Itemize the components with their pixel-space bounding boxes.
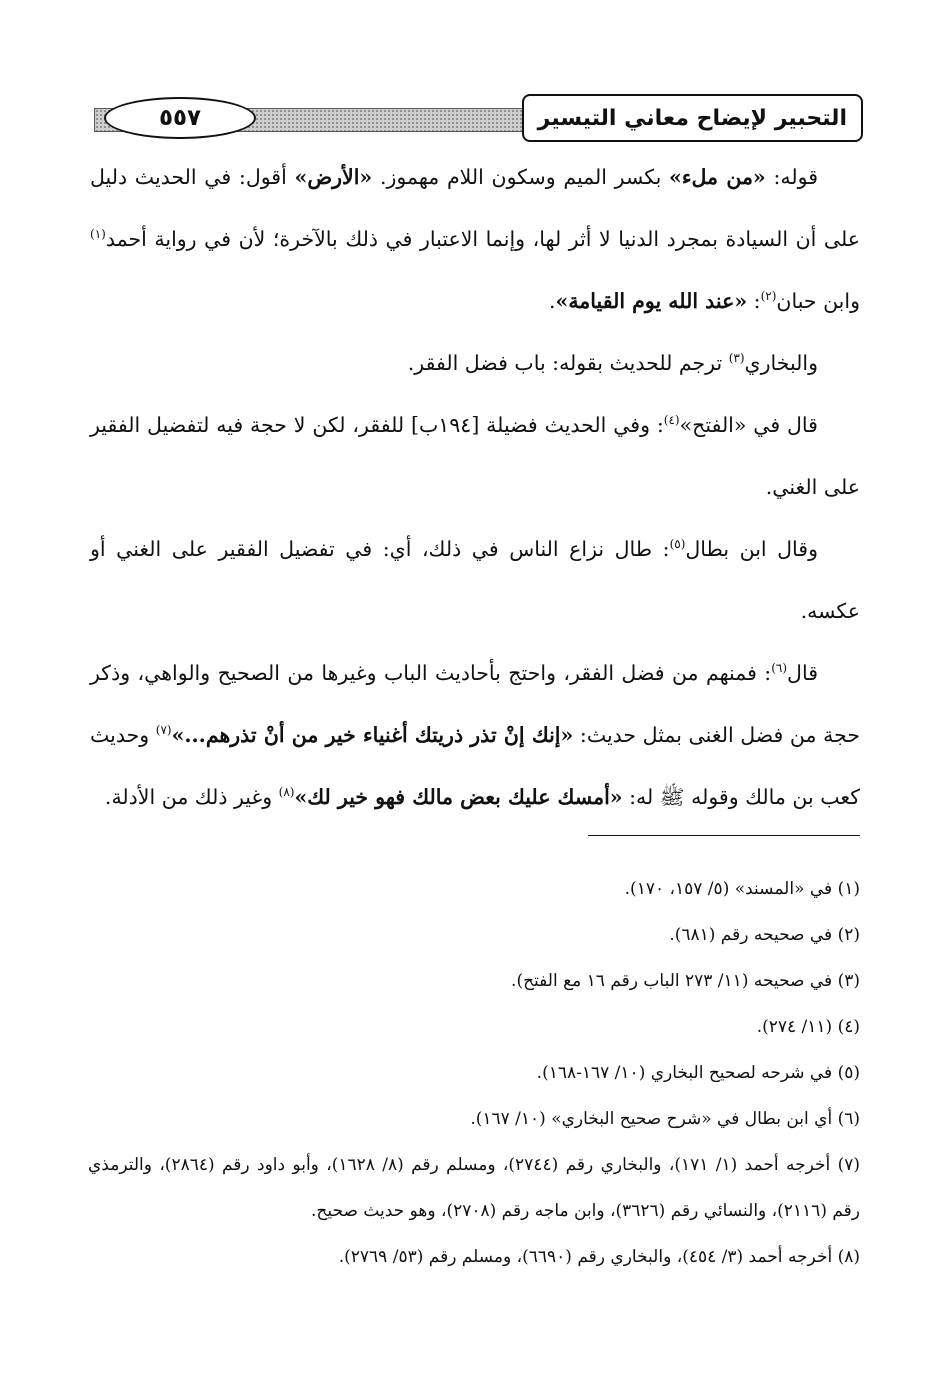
text: قال في «الفتح» <box>679 413 818 437</box>
paragraph-1 <box>90 146 860 332</box>
footnotes <box>88 866 860 1280</box>
footnote-1: (١) في «المسند» (٥/ ١٥٧، ١٧٠). <box>624 879 860 899</box>
text: : طال نزاع الناس في ذلك، أي: في تفضيل الفقير على الغني أو عكسه. <box>90 537 860 623</box>
text: بكسر الميم وسكون اللام مهموز. <box>372 165 670 189</box>
book-title: التحبير لإيضاح معاني التيسير <box>522 94 863 142</box>
footnote-3: (٣) في صحيحه (١١/ ٢٧٣ الباب رقم ١٦ مع الفتح). <box>511 971 860 991</box>
footnote-separator <box>588 835 860 836</box>
footnote-ref-3[interactable]: (٣) <box>728 351 745 366</box>
text: . <box>548 289 556 313</box>
footnote-7: (٧) أخرجه أحمد (١/ ١٧١)، والبخاري رقم (٢٧٤٤)، ومسلم رقم (٨/ ١٦٢٨)، وأبو داود رقم (٢٨٦٤)، والترمذي رقم (٢١١٦)، والنسائي رقم (٣٦٢٦)، وابن ماجه رقم (٢٧٠٨)، وهو حديث صحيح. <box>88 1155 860 1221</box>
text: وابن حبان <box>776 289 860 313</box>
bold-hadith-quote: «أمسك عليك بعض مالك فهو خير لك» <box>294 785 623 809</box>
text: قال <box>787 661 818 685</box>
bold-quote: «عند الله يوم القيامة» <box>555 289 748 313</box>
footnote-2: (٢) في صحيحه رقم (٦٨١). <box>669 925 860 945</box>
text: أقول: في الحديث دليل على أن السيادة بمجرد الدنيا لا أثر لها، وإنما الاعتبار في ذلك بالآخرة؛ لأن في رواية أحمد <box>90 165 860 251</box>
text: ترجم للحديث بقوله: باب فضل الفقر. <box>407 351 729 375</box>
footnote-6: (٦) أي ابن بطال في «شرح صحيح البخاري» (١٠/ ١٦٧). <box>470 1109 860 1129</box>
footnote-5: (٥) في شرحه لصحيح البخاري (١٠/ ١٦٧-١٦٨). <box>536 1063 860 1083</box>
footnote-8: (٨) أخرجه أحمد (٣/ ٤٥٤)، والبخاري رقم (٦٦٩٠)، ومسلم رقم (٥٣/ ٢٧٦٩). <box>338 1247 860 1267</box>
text: : فمنهم من فضل الفقر، واحتج بأحاديث الباب وغيرها من الصحيح والواهي، وذكر حجة من فضل الغنى بمثل حديث: <box>90 661 861 747</box>
running-header <box>88 94 863 144</box>
text: وقال ابن بطال <box>685 537 819 561</box>
footnote-ref-5[interactable]: (٥) <box>669 537 686 552</box>
text: والبخاري <box>744 351 818 375</box>
main-text <box>90 146 860 828</box>
footnote-ref-7[interactable]: (٧) <box>155 723 172 738</box>
text: وغير ذلك من الأدلة. <box>104 785 279 809</box>
footnote-ref-8[interactable]: (٨) <box>278 785 295 800</box>
page-number: ٥٥٧ <box>104 97 256 139</box>
footnote-ref-4[interactable]: (٤) <box>663 413 680 428</box>
footnote-ref-1[interactable]: (١) <box>90 227 106 242</box>
text: قوله: <box>765 165 818 189</box>
paragraph-4 <box>90 518 860 642</box>
footnote-ref-2[interactable]: (٢) <box>760 289 777 304</box>
text: : وفي الحديث فضيلة [١٩٤ب] للفقر، لكن لا حجة فيه لتفضيل الفقير على الغني. <box>90 413 860 499</box>
bold-hadith-quote: «إنك إنْ تذر ذريتك أغنياء خير من أنْ تذرهم...» <box>171 723 574 747</box>
paragraph-2 <box>90 332 860 394</box>
footnote-4: (٤) (١١/ ٢٧٤). <box>756 1017 860 1037</box>
bold-quote: «الأرض» <box>294 165 373 189</box>
paragraph-5 <box>90 642 860 828</box>
text: وحديث كعب بن مالك وقوله ﷺ له: <box>90 723 860 809</box>
paragraph-3 <box>90 394 860 518</box>
bold-quote: «من ملء» <box>669 165 766 189</box>
footnote-ref-6[interactable]: (٦) <box>771 661 788 676</box>
text: : <box>747 289 761 313</box>
